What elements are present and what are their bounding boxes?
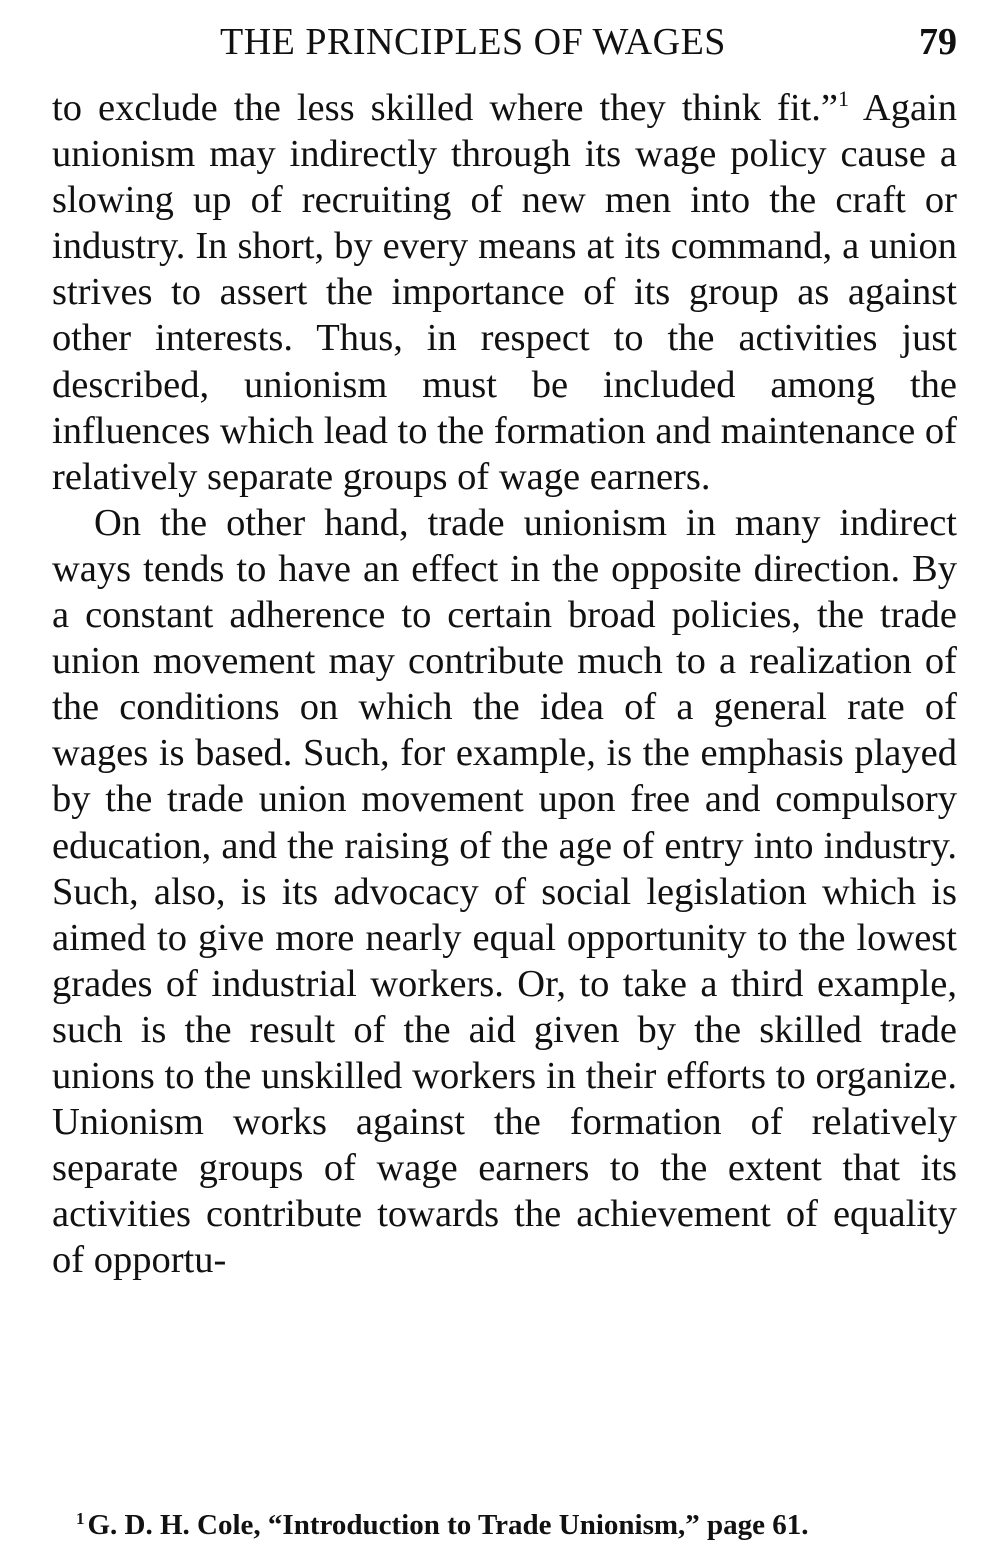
- footnote-text: G. D. H. Cole, “Introduction to Trade Unionism,” page 61.: [87, 1509, 809, 1541]
- page-number: 79: [919, 21, 957, 63]
- footnote-reference: 1: [837, 86, 849, 111]
- paragraph-1-rest: Again unionism may indirectly through its wage policy cause a slowing up of recruiting of new men into the craft or industry. In short, by every means at its command, a union strives to assert the importance of its group as against other interests. Thus, in respect to the activities just described, unionism must be included among the influences which lead to the formation and maintenance of relatively separate groups of wage earners.: [52, 87, 957, 498]
- body-text: [52, 85, 957, 1283]
- paragraph-1-opening: to exclude the less skilled where they think fit.”: [52, 87, 838, 129]
- running-head: THE PRINCIPLES OF WAGES: [220, 21, 726, 63]
- paragraph-continued: [52, 85, 957, 500]
- footnote-marker: 1: [76, 1509, 85, 1528]
- paragraph-2: On the other hand, trade unionism in many indirect ways tends to have an effect in the opposite direction. By a constant adherence to certain broad policies, the trade union movement may contribute much to a realization of the conditions on which the idea of a general rate of wages is based. Such, for example, is the emphasis played by the trade union movement upon free and compulsory education, and the raising of the age of entry into industry. Such, also, is its advocacy of social legislation which is aimed to give more nearly equal opportunity to the lowest grades of industrial workers. Or, to take a third example, such is the result of the aid given by the skilled trade unions to the unskilled workers in their efforts to organize. Unionism works against the formation of relatively separate groups of wage earners to the extent that its activities contribute towards the achievement of equality of opportu-: [52, 501, 957, 1282]
- footnote: [76, 1508, 957, 1542]
- page-header: [52, 14, 957, 66]
